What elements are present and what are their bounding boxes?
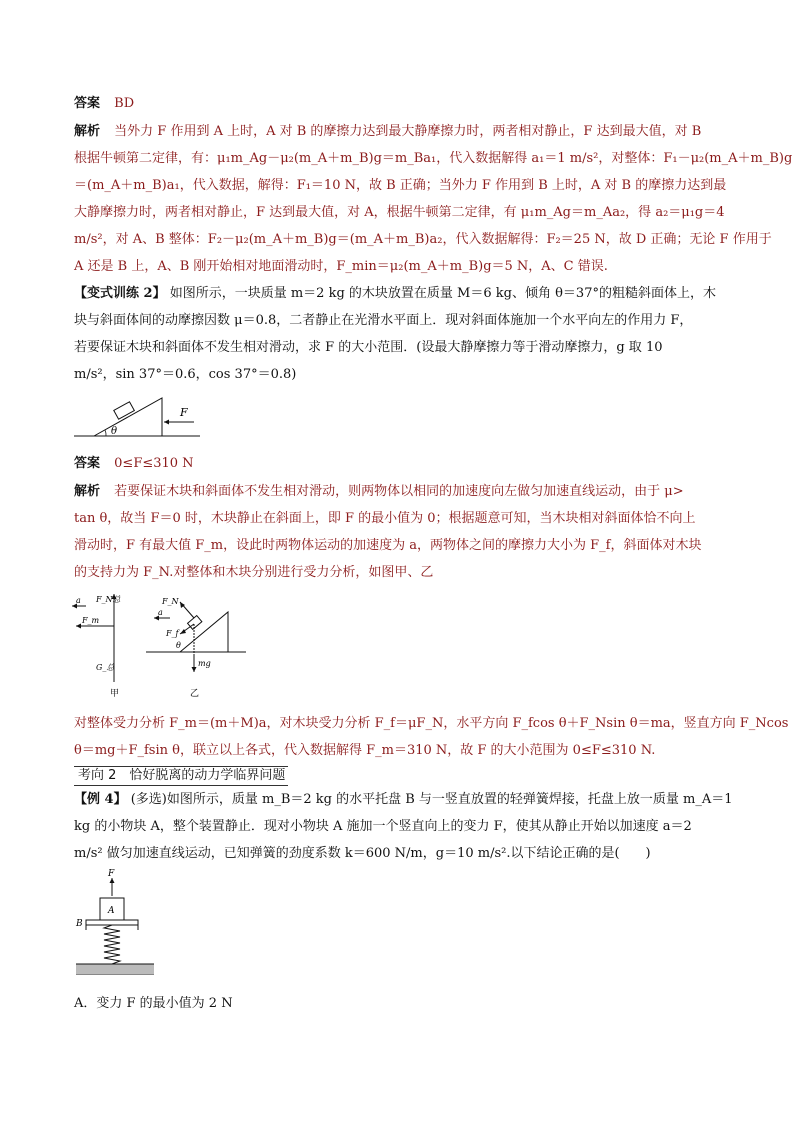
caption-jia: 甲 (110, 689, 120, 699)
analysis-text: 若要保证木块和斜面体不发生相对滑动，则两物体以相同的加速度向左做匀加速直线运动，由于 μ> (114, 484, 684, 499)
analysis-1-line-2: 根据牛顿第二定律，有：μ₁m_Ag－μ₂(m_A＋m_B)g＝m_Ba₁，代入数据解得 a₁＝1 m/s²，对整体：F₁－μ₂(m_A＋m_B)g (74, 151, 793, 166)
example-4-line-1 (74, 790, 733, 810)
topic-heading: 考向 2 恰好脱离的动力学临界问题 (74, 766, 288, 786)
answer-value: BD (114, 96, 135, 111)
answer-1 (74, 94, 134, 114)
mg-label: mg (198, 659, 211, 668)
variant-text: 如图所示，一块质量 m＝2 kg 的木块放置在质量 M＝6 kg、倾角 θ＝37°的粗糙斜面体上，木 (169, 286, 716, 301)
analysis-2-line-3: 滑动时，F 有最大值 F_m，设此时两物体运动的加速度为 a，两物体之间的摩擦力大小为 F_f，斜面体对木块 (74, 538, 702, 553)
answer-2 (74, 454, 194, 474)
force-m-label: F_m (82, 616, 100, 625)
friction-label: F_f (166, 629, 179, 638)
spring-tray-figure (74, 868, 164, 983)
variant-2-line-1 (74, 284, 716, 304)
analysis-2-line-1 (74, 482, 684, 502)
force-label: F (108, 869, 115, 879)
answer-label: 答案 (74, 456, 101, 471)
answer-value: 0≤F≤310 N (114, 456, 194, 471)
option-a: A．变力 F 的最小值为 2 N (74, 996, 233, 1011)
example-4-line-2: kg 的小物块 A，整个装置静止．现对小物块 A 施加一个竖直向上的变力 F，使其从静止开始以加速度 a＝2 (74, 819, 692, 834)
incline-figure (74, 392, 204, 442)
acceleration-label: a (158, 608, 163, 617)
tray-b-label: B (76, 919, 83, 929)
angle-label: θ (176, 641, 181, 650)
force-label: F (180, 406, 188, 419)
variant-2-line-4: m/s²，sin 37°＝0.6，cos 37°＝0.8) (74, 367, 297, 382)
variant-label: 【变式训练 2】 (74, 286, 166, 301)
analysis-2-line-2: tan θ，故当 F＝0 时，木块静止在斜面上，即 F 的最小值为 0；根据题意可知，当木块相对斜面体恰不向上 (74, 511, 696, 526)
variant-2-line-3: 若要保证木块和斜面体不发生相对滑动，求 F 的大小范围．(设最大静摩擦力等于滑动摩擦力，g 取 10 (74, 340, 663, 355)
analysis-1-line-1 (74, 122, 701, 142)
analysis-label: 解析 (74, 484, 101, 499)
analysis-1-line-4: 大静摩擦力时，两者相对静止，F 达到最大值，对 A，根据牛顿第二定律，有 μ₁m_Ag＝m_Aa₂，得 a₂＝μ₁g＝4 (74, 205, 725, 220)
answer-label: 答案 (74, 96, 101, 111)
analysis-2-line-4: 的支持力为 F_N.对整体和木块分别进行受力分析，如图甲、乙 (74, 565, 434, 580)
normal-force-label: F_N (162, 597, 179, 606)
gravity-total-label: G_总 (96, 663, 115, 672)
analysis-1-line-3: ＝(m_A＋m_B)a₁，代入数据，解得：F₁＝10 N，故 B 正确；当外力 F 作用到 B 上时，A 对 B 的摩擦力达到最 (74, 178, 727, 193)
normal-force-total-label: F_N总 (96, 595, 121, 604)
analysis-2b-line-1: 对整体受力分析 F_m＝(m＋M)a，对木块受力分析 F_f＝μF_N，水平方向 F_fcos θ＋F_Nsin θ＝ma，竖直方向 F_Ncos (74, 716, 789, 731)
analysis-1-line-5: m/s²，对 A、B 整体：F₂－μ₂(m_A＋m_B)g＝(m_A＋m_B)a₂，代入数据解得：F₂＝25 N，故 D 正确；无论 F 作用于 (74, 232, 772, 247)
block-a-label: A (108, 906, 115, 916)
analysis-2b-line-2: θ＝mg＋F_fsin θ，联立以上各式，代入数据解得 F_m＝310 N，故 F 的大小范围为 0≤F≤310 N. (74, 743, 656, 758)
analysis-label: 解析 (74, 124, 101, 139)
example-label: 【例 4】 (74, 792, 127, 807)
angle-label: θ (111, 426, 118, 437)
force-diagram-jia (70, 590, 140, 702)
caption-yi: 乙 (190, 689, 200, 699)
variant-2-line-2: 块与斜面体间的动摩擦因数 μ＝0.8，二者静止在光滑水平面上．现对斜面体施加一个水平向左的作用力 F， (74, 313, 693, 328)
acceleration-label: a (76, 596, 81, 605)
force-diagram-yi (146, 592, 256, 702)
analysis-1-line-6: A 还是 B 上，A、B 刚开始相对地面滑动时，F_min＝μ₂(m_A＋m_B)g＝5 N，A、C 错误. (74, 259, 608, 274)
example-text: (多选)如图所示，质量 m_B＝2 kg 的水平托盘 B 与一竖直放置的轻弹簧焊接，托盘上放一质量 m_A＝1 (130, 792, 733, 807)
analysis-text: 当外力 F 作用到 A 上时，A 对 B 的摩擦力达到最大静摩擦力时，两者相对静止，F 达到最大值，对 B (114, 124, 702, 139)
example-4-line-3: m/s² 做匀加速直线运动，已知弹簧的劲度系数 k＝600 N/m，g＝10 m/s².以下结论正确的是( ) (74, 846, 651, 861)
